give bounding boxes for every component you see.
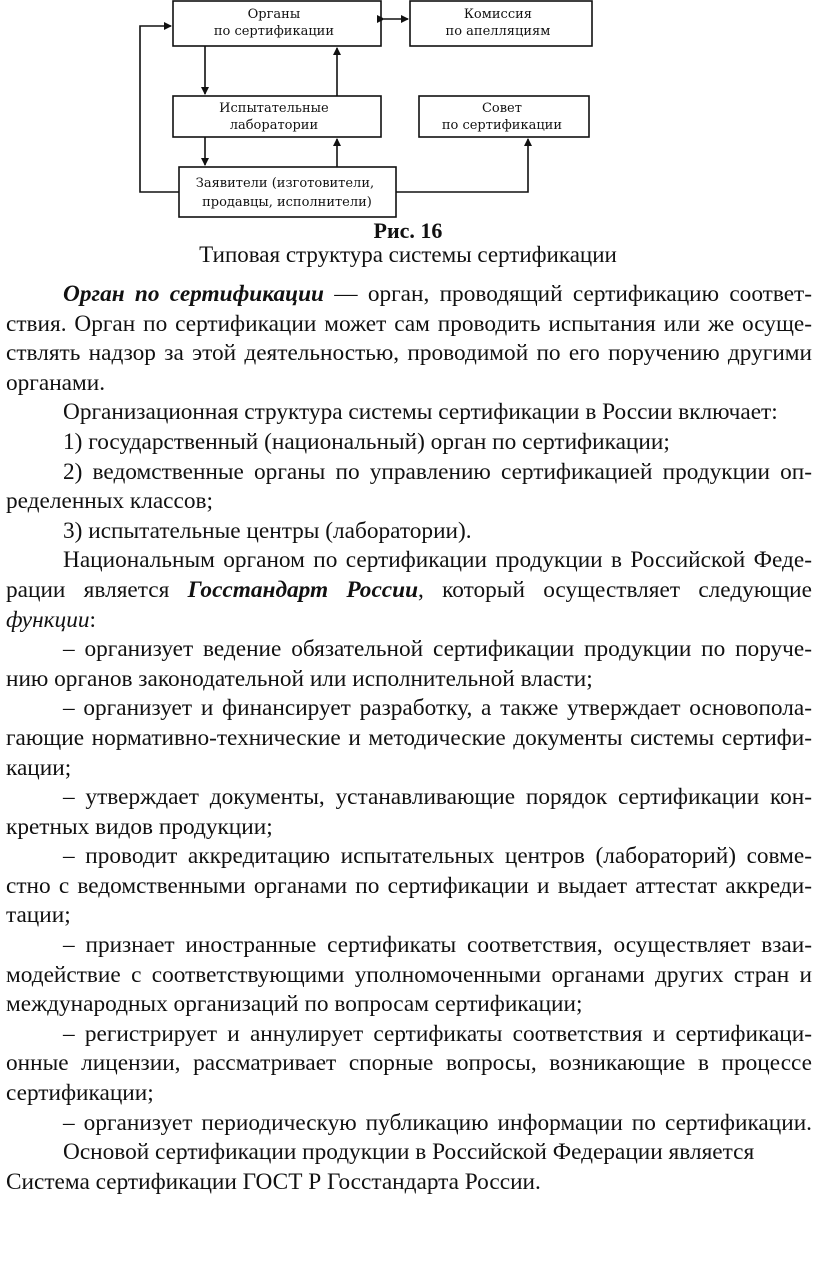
function-item-7: – организует периодическую публикацию информации по сертификации. Основой сертификации продукции в Российской Федерации является xyxy=(63,1109,812,1166)
function-item-4: – проводит аккредитацию испытательных центров (лабораторий) совме- стно с ведомственными органами по сертификации и выдает аттестат аккреди- тации; xyxy=(6,843,812,929)
labs-line1: Испытательные xyxy=(219,101,329,116)
paragraph-structure: Организационная структура системы сертификации в России включает: xyxy=(63,399,778,426)
function-item-6: – регистрирует и аннулирует сертификаты соответствия и сертификаци- онные лицензии, рассматривает спорные вопросы, возникающие в процессе сертификации; xyxy=(6,1020,812,1107)
colon: : xyxy=(89,606,96,633)
council-line2: по сертификации xyxy=(441,118,563,133)
organs-line2: по сертификации xyxy=(213,24,335,39)
definition-rest: — орган, проводящий сертификацию соответ- ствия. Орган по сертификации может сам проводить испытания или же осуще- ствлять надзор за этой деятельностью, проводимой по его поручению другими органами. xyxy=(6,281,812,396)
paragraph-national-organ xyxy=(6,546,812,635)
applicants-line2: продавцы, исполнители) xyxy=(202,195,372,210)
function-item-5: – признает иностранные сертификаты соответствия, осуществляет взаи- модействие с соответствующими уполномоченными органами других стран и международных организаций по вопросам сертификации; xyxy=(6,932,812,1018)
function-item-3: – утверждает документы, устанавливающие порядок сертификации кон- кретных видов продукции; xyxy=(6,784,812,840)
term-organ: Орган по сертификации xyxy=(63,281,324,307)
council-line1: Совет xyxy=(481,101,522,116)
list-item-1: 1) государственный (национальный) орган по сертификации; xyxy=(63,428,670,455)
figure-title: Типовая структура системы сертификации xyxy=(199,242,617,267)
list-item-2: 2) ведомственные органы по управлению сертификацией продукции оп- ределенных классов; xyxy=(6,458,812,515)
final-line: Система сертификации ГОСТ Р Госстандарта России. xyxy=(6,1168,541,1195)
certification-structure-diagram xyxy=(0,0,816,222)
gosstandart-term: Госстандарт России xyxy=(187,576,419,603)
arrow-applicants-council xyxy=(396,139,528,192)
national-organ-text: Национальным органом по сертификации продукции в Российской Феде- рации является xyxy=(6,547,812,603)
functions-term: функции xyxy=(6,606,90,633)
commission-line1: Комиссия xyxy=(463,7,532,22)
function-item-2: – организует и финансирует разработку, а также утверждает основопола- гающие нормативно-технические и методические документы системы сертифи- кации; xyxy=(6,695,812,781)
body-text xyxy=(6,280,812,1197)
organs-line1: Органы xyxy=(247,7,301,22)
national-organ-text-2: , который осуществляет следующие xyxy=(418,576,812,603)
applicants-line1: Заявители (изготовители, xyxy=(195,176,375,191)
commission-line2: по апелляциям xyxy=(445,24,551,39)
figure-number: Рис. 16 xyxy=(373,218,443,243)
function-item-1: – организует ведение обязательной сертификации продукции по поруче- нию органов законодательной или исполнительной власти; xyxy=(6,636,812,692)
list-item-3: 3) испытательные центры (лаборатории). xyxy=(63,517,472,544)
paragraph-definition xyxy=(6,280,812,398)
labs-line2: лаборатории xyxy=(229,118,319,133)
